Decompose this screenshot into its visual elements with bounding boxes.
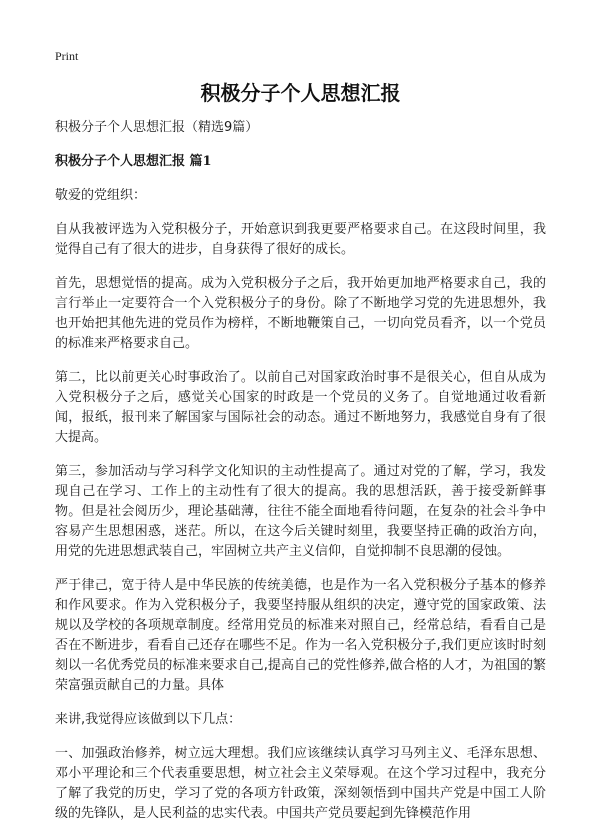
paragraph-point-one: 一、加强政治修养，树立远大理想。我们应该继续认真学习马列主义、毛泽东思想、邓小平理论和三个代表重要思想，树立社会主义荣辱观。在这个学习过程中，我充分了解了我党的历史，学习了党的各项方针政策，深刻领悟到中国共产党是中国工人阶级的先锋队，是人民利益的忠实代表。中国共产党员要起到先锋模范作用 (55, 746, 546, 821)
section-heading: 积极分子个人思想汇报 篇1 (55, 154, 212, 169)
document-subtitle: 积极分子个人思想汇报（精选9篇） (55, 120, 259, 135)
paragraph-self-discipline: 严于律己，宽于待人是中华民族的传统美德，也是作为一名入党积极分子基本的修养和作风要求。作为入党积极分子，我要坚持服从组织的决定，遵守党的国家政策、法规以及学校的各项规章制度。经常用党员的标准来对照自己，经常总结，看看自己是否在不断进步，看看自己还存在哪些不足。作为一名入党积极分子,我们更应该时时刻刻以一名优秀党员的标准来要求自己,提高自己的党性修养,做合格的人才，为祖国的繁荣富强贡献自己的力量。具体 (55, 578, 546, 693)
paragraph-first-point: 首先，思想觉悟的提高。成为入党积极分子之后，我开始更加地严格要求自己，我的言行举止一定要符合一个入党积极分子的身份。除了不断地学习党的先进思想外，我也开始把其他先进的党员作为榜样，不断地鞭策自己，一切向党员看齐，以一个党员的标准来严格要求自己。 (55, 276, 546, 351)
paragraph-second-point: 第二，比以前更关心时事政治了。以前自己对国家政治时事不是很关心，但自从成为入党积极分子之后，感觉关心国家的时政是一个党员的义务了。自觉地通过收看新闻，报纸，报刊来了解国家与国际社会的动态。通过不断地努力，我感觉自身有了很大提高。 (55, 370, 546, 445)
paragraph-third-point: 第三，参加活动与学习科学文化知识的主动性提高了。通过对党的了解，学习，我发现自己在学习、工作上的主动性有了很大的提高。我的思想活跃，善于接受新鲜事物。但是社会阅历少，理论基础薄，往往不能全面地看待问题，在复杂的社会斗争中容易产生思想困惑，迷茫。所以，在这今后关键时刻里，我要坚持正确的政治方向，用党的先进思想武装自己，牢固树立共产主义信仰，自觉抑制不良思潮的侵蚀。 (55, 464, 546, 559)
salutation: 敬爱的党组织： (55, 188, 147, 203)
paragraph-transition: 来讲,我觉得应该做到以下几点： (55, 712, 242, 727)
paragraph-intro: 自从我被评选为入党积极分子，开始意识到我更要严格要求自己。在这段时间里，我觉得自己有了很大的进步，自身获得了很好的成长。 (55, 222, 546, 257)
page-title: 积极分子个人思想汇报 (200, 81, 401, 105)
print-link[interactable]: Print (55, 49, 79, 63)
